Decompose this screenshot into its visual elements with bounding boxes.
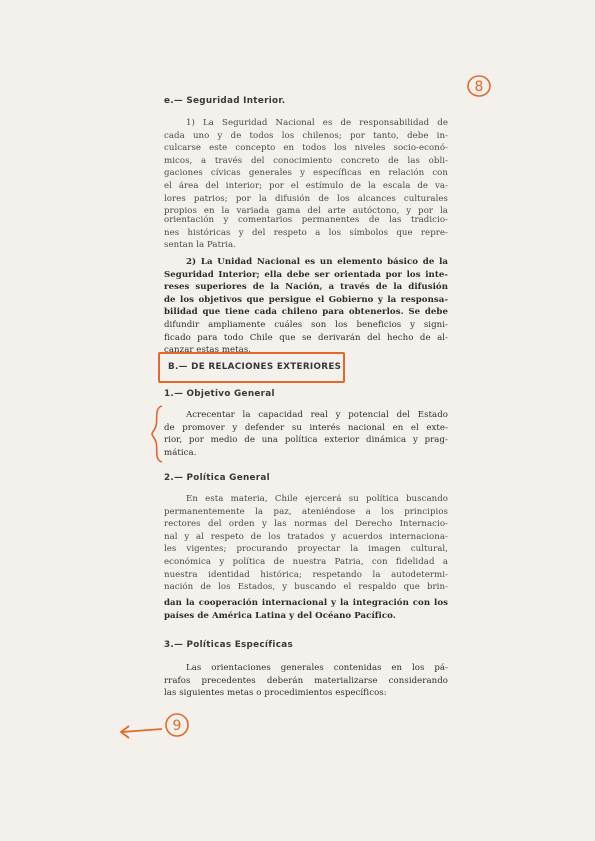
text-line: rior, por medio de una política exterior dinámica y prag- — [164, 435, 448, 446]
text-line: 1) La Seguridad Nacional es de responsabilidad de — [186, 118, 448, 128]
text-line: sentan la Patria. — [164, 240, 237, 251]
text-line: Acrecentar la capacidad real y potencial del Estado — [186, 410, 448, 420]
text-line: las siguientes metas o procedimientos específicos: — [164, 688, 387, 699]
text-line: nuestra identidad histórica; respetando la autodetermi- — [164, 569, 448, 580]
text-line: mática. — [164, 447, 197, 458]
text-line: de los objetivos que persigue el Gobierno y la responsa- — [164, 294, 448, 305]
objetivo-general-paragraph — [164, 409, 448, 459]
text-line: difundir ampliamente cuáles son los beneficios y signi- — [164, 319, 448, 330]
text-line: canzar estas metas. — [164, 345, 252, 356]
text-line: reses superiores de la Nación, a través de la difusión — [164, 282, 448, 293]
section-e-paragraph-1-continued — [164, 214, 448, 252]
arrow-left-icon — [118, 723, 164, 739]
text-line: 2) La Unidad Nacional es un elemento básico de la — [186, 257, 448, 267]
text-line: les vigentes; procurando proyectar la imagen cultural, — [164, 544, 448, 555]
text-line: En esta materia, Chile ejercerá su política buscando — [186, 494, 448, 504]
text-line: permanentemente la paz, ateniéndose a los principios — [164, 506, 448, 517]
text-line: gaciones cívicas generales y específicas en relación con — [164, 168, 448, 179]
section-e-paragraph-1 — [164, 117, 448, 218]
politica-general-paragraph — [164, 493, 448, 594]
section-e-heading: e.— Seguridad Interior. — [164, 96, 286, 106]
page-number-annotation-text: 8 — [474, 79, 484, 95]
text-line: ficado para todo Chile que se derivarán del hecho de al- — [164, 332, 448, 343]
text-line: culcarse este concepto en todos los niveles socio-econó- — [164, 143, 448, 154]
objetivo-general-heading: 1.— Objetivo General — [164, 389, 275, 399]
bottom-annotation-text: 9 — [172, 718, 182, 734]
text-line: micos, a través del conocimiento concreto de las obli- — [164, 155, 448, 166]
text-line: dan la cooperación internacional y la integración con los — [164, 598, 448, 608]
text-line: orientación y comentarios permanentes de las tradicio- — [164, 215, 448, 225]
text-line: nación de los Estados, y buscando el respaldo que brin- — [164, 582, 448, 593]
text-line: lores patrios; por la difusión de los alcances culturales — [164, 193, 448, 204]
circled-annotation-9 — [164, 712, 190, 738]
section-e-paragraph-2 — [164, 256, 448, 357]
politicas-especificas-heading: 3.— Políticas Específicas — [164, 640, 293, 650]
text-line: rectores del orden y las normas del Derecho Internacio- — [164, 519, 448, 530]
politicas-especificas-paragraph — [164, 662, 448, 700]
text-line: rrafos precedentes deberán materializarse considerando — [164, 675, 448, 686]
politica-general-heading: 2.— Política General — [164, 473, 270, 483]
section-b-heading: B.— DE RELACIONES EXTERIORES — [168, 362, 342, 372]
text-line: el área del interior; por el estímulo de la escala de va- — [164, 180, 448, 191]
text-line: de promover y defender su interés nacional en el exte- — [164, 422, 448, 433]
text-line: Seguridad Interior; ella debe ser orientada por los inte- — [164, 269, 448, 280]
text-line: cada uno y de todos los chilenos; por tanto, debe in- — [164, 130, 448, 141]
text-line: países de América Latina y del Océano Pacífico. — [164, 610, 396, 621]
text-line: nes históricas y del respeto a los símbolos que repre- — [164, 227, 448, 238]
text-line: económica y política de nuestra Patria, con fidelidad a — [164, 556, 448, 567]
politica-general-paragraph-continued — [164, 597, 448, 622]
text-line: Las orientaciones generales contenidas en los pá- — [186, 663, 448, 673]
circled-page-number-annotation — [466, 74, 492, 98]
text-line: nal y al respeto de los tratados y acuerdos internaciona- — [164, 531, 448, 542]
text-line: bilidad que tiene cada chileno para obtenerlos. Se debe — [164, 307, 448, 318]
text-line: propios en la variada gama del arte autóctono, y por la — [164, 206, 448, 217]
